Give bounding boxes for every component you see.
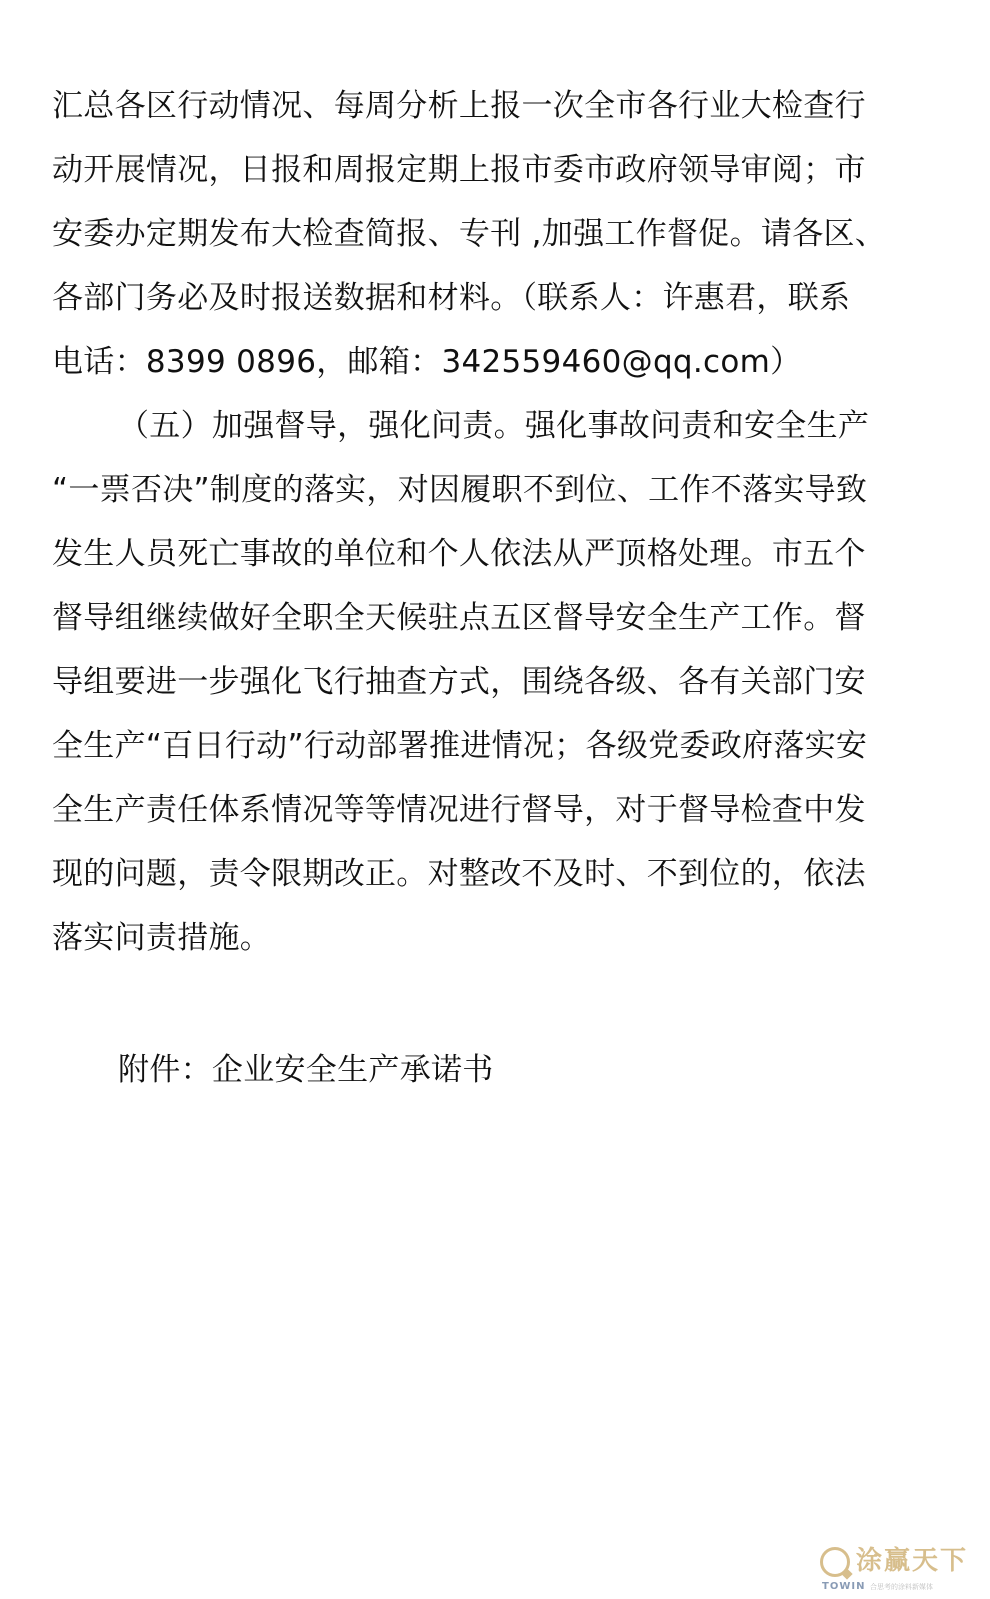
- watermark-title: 涂赢天下: [856, 1546, 969, 1576]
- watermark-brand: TOWIN: [822, 1581, 866, 1592]
- watermark: [820, 1545, 980, 1593]
- text-line: 发生人员死亡事故的单位和个人依法从严顶格处理。市五个: [52, 536, 866, 572]
- text-line: 现的问题，责令限期改正。对整改不及时、不到位的，依法: [52, 856, 866, 892]
- text-line: 全生产责任体系情况等等情况进行督导，对于督导检查中发: [52, 792, 866, 828]
- text-line: 汇总各区行动情况、每周分析上报一次全市各行业大检查行: [52, 88, 866, 124]
- contact-line: 电话：8399 0896，邮箱：342559460@qq.com）: [52, 344, 802, 380]
- watermark-tagline: 合思考的涂料新媒体: [870, 1583, 933, 1591]
- text-line: 全生产“百日行动”行动部署推进情况；各级党委政府落实安: [52, 728, 868, 764]
- text-line: 落实问责措施。: [52, 920, 272, 956]
- text-line: 导组要进一步强化飞行抽查方式，围绕各级、各有关部门安: [52, 664, 866, 700]
- text-line: 动开展情况，日报和周报定期上报市委市政府领导审阅；市: [52, 152, 866, 188]
- text-line: 督导组继续做好全职全天候驻点五区督导安全生产工作。督: [52, 600, 866, 636]
- watermark-logo-icon: [820, 1547, 850, 1577]
- attachment-note: 附件：企业安全生产承诺书: [118, 1052, 494, 1088]
- section-heading-line: （五）加强督导，强化问责。强化事故问责和安全生产: [118, 408, 870, 444]
- text-line: “一票否决”制度的落实，对因履职不到位、工作不落实导致: [52, 472, 868, 508]
- text-line: 各部门务必及时报送数据和材料。（联系人：许惠君，联系: [52, 280, 851, 316]
- text-line: 安委办定期发布大检查简报、专刊 ,加强工作督促。请各区、: [52, 216, 887, 252]
